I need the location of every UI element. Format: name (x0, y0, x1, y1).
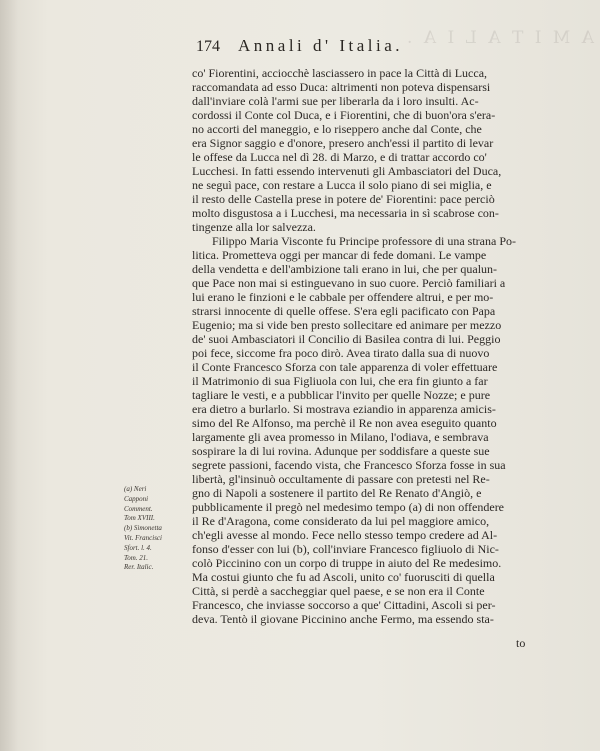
text-line: raccomandata ad esso Duca: altrimenti non poteva dispensarsi (192, 80, 491, 94)
page-gutter-shadow (0, 0, 18, 751)
text-line: de' suoi Ambasciatori il Concilio di Basilea contra di lui. Peggio (192, 332, 501, 346)
text-line: sospirare la di lui rovina. Adunque per soddisfare a queste sue (192, 444, 490, 458)
text-line: Lucchesi. In fatti essendo intervenuti gli Ambasciatori del Duca, (192, 164, 502, 178)
text-line: deva. Tentò il giovane Piccinino anche Fermo, ma essendo sta- (192, 612, 494, 626)
text-line: era dietro a burlarlo. Si mostrava eziandio in apparenza amicis- (192, 402, 496, 416)
text-line: no accorti del maneggio, e lo risepperо anche dal Conte, che (192, 122, 482, 136)
text-line: simo del Re Alfonso, ma perchè il Re non avea eseguito quanto (192, 416, 497, 430)
text-line: gno di Napoli a sostenere il partito del Re Renato d'Angiò, e (192, 486, 482, 500)
page-header (196, 36, 403, 56)
text-line: molto disgustosa a i Lucchesi, ma necessaria in sì scabrose con- (192, 206, 499, 220)
text-line: Città, si perdè a saccheggiar quel paese, e se non era il Conte (192, 584, 485, 598)
text-line: co' Fiorentini, acciocchè lasciassero in pace la Città di Lucca, (192, 66, 488, 80)
text-line: ne seguì pace, con restare a Lucca il solo piano di sei miglia, e (192, 178, 492, 192)
text-line: poi fece, siccome fra poco dirò. Avea tirato dalla sua di nuovo (192, 346, 490, 360)
body-text (192, 66, 552, 626)
text-line: Francesco, che inviasse soccorso a que' Cittadini, Ascoli si per- (192, 598, 496, 612)
show-through-text: A M I T A L I A . (404, 28, 594, 48)
text-line: tingenze alla lor salvezza. (192, 220, 316, 234)
text-line: fonso d'esser con lui (b), coll'inviare Francesco figliuolo di Nic- (192, 542, 499, 556)
text-line: era Signor saggio e d'onore, presero anch'essi il partito di levar (192, 136, 494, 150)
running-title: Annali d' Italia. (238, 36, 404, 55)
text-line: libertà, gl'insinuò occultamente di passare con pretesti nel Re- (192, 472, 490, 486)
marginal-note-line: Tom XVIII. (124, 514, 155, 523)
text-line: dall'inviare colà l'armi sue per liberarla da i loro insulti. Ac- (192, 94, 479, 108)
text-line: tagliare le vesti, e a pubblicar l'invito per quelle Nozze; e pure (192, 388, 491, 402)
text-line: ch'egli avesse al mondo. Fece nello stesso tempo credere ad Al- (192, 528, 498, 542)
marginal-note-line: Comment. (124, 504, 153, 513)
marginal-note-line: Capponi (124, 494, 149, 503)
marginal-notes (124, 485, 192, 573)
text-line: strarsi innocente di quelle offese. S'era egli pacificato con Papa (192, 304, 496, 318)
text-line: colò Piccinino con un corpo di truppe in aiuto del Re medesimo. (192, 556, 502, 570)
text-line: il Conte Francesco Sforza con tale apparenza di voler effettuare (192, 360, 498, 374)
marginal-note-line: (b) Simonetta (124, 524, 162, 533)
marginal-note-line: Rer. Italic. (124, 563, 154, 572)
text-line: le offese da Lucca nel dì 28. di Marzo, e di trattar accordo co' (192, 150, 487, 164)
catchword: to (516, 636, 526, 650)
text-line: cordossi il Conte col Duca, e i Fiorentini, che di buon'ora s'era- (192, 108, 496, 122)
text-line: litica. Prometteva oggi per mancar di fede domani. Le vampe (192, 248, 487, 262)
text-line: il Re d'Aragona, come considerato da lui pel maggiore amico, (192, 514, 490, 528)
text-line: pubblicamente il pregò nel medesimo tempo (a) di non offendere (192, 500, 505, 514)
text-line: il resto delle Castella prese in potere de' Fiorentini: pace perciò (192, 192, 495, 206)
text-line: della vendetta e dell'ambizione tali erano in lui, che per qualun- (192, 262, 498, 276)
marginal-note-line: (a) Neri (124, 485, 147, 493)
text-line: Ma costui giunto che fu ad Ascoli, unito co' fuorusciti di quella (192, 570, 495, 584)
text-line: il Matrimonio di sua Figliuola con lui, che era fin giunto a far (192, 374, 488, 388)
text-line: que Pace non mai si estinguevano in suo cuore. Perciò familiari a (192, 276, 506, 290)
text-line: Filippo Maria Visconte fu Principe professore di una strana Po- (212, 234, 516, 248)
marginal-note-line: Sfort. l. 4. (124, 543, 152, 552)
marginal-note-line: Tom. 21. (124, 553, 149, 562)
marginal-note-line: Vit. Francisci (124, 533, 162, 542)
text-line: segrete passioni, facendo vista, che Francesco Sforza fosse in sua (192, 458, 506, 472)
text-line: lui erano le finzioni e le cabbale per offendere altrui, e per mo- (192, 290, 494, 304)
page-number: 174 (196, 38, 220, 55)
text-line: largamente gli avea promesso in Milano, l'odiava, e sembrava (192, 430, 489, 444)
text-line: Eugenio; ma si vide ben presto sollecitare ed animare per mezzo (192, 318, 502, 332)
